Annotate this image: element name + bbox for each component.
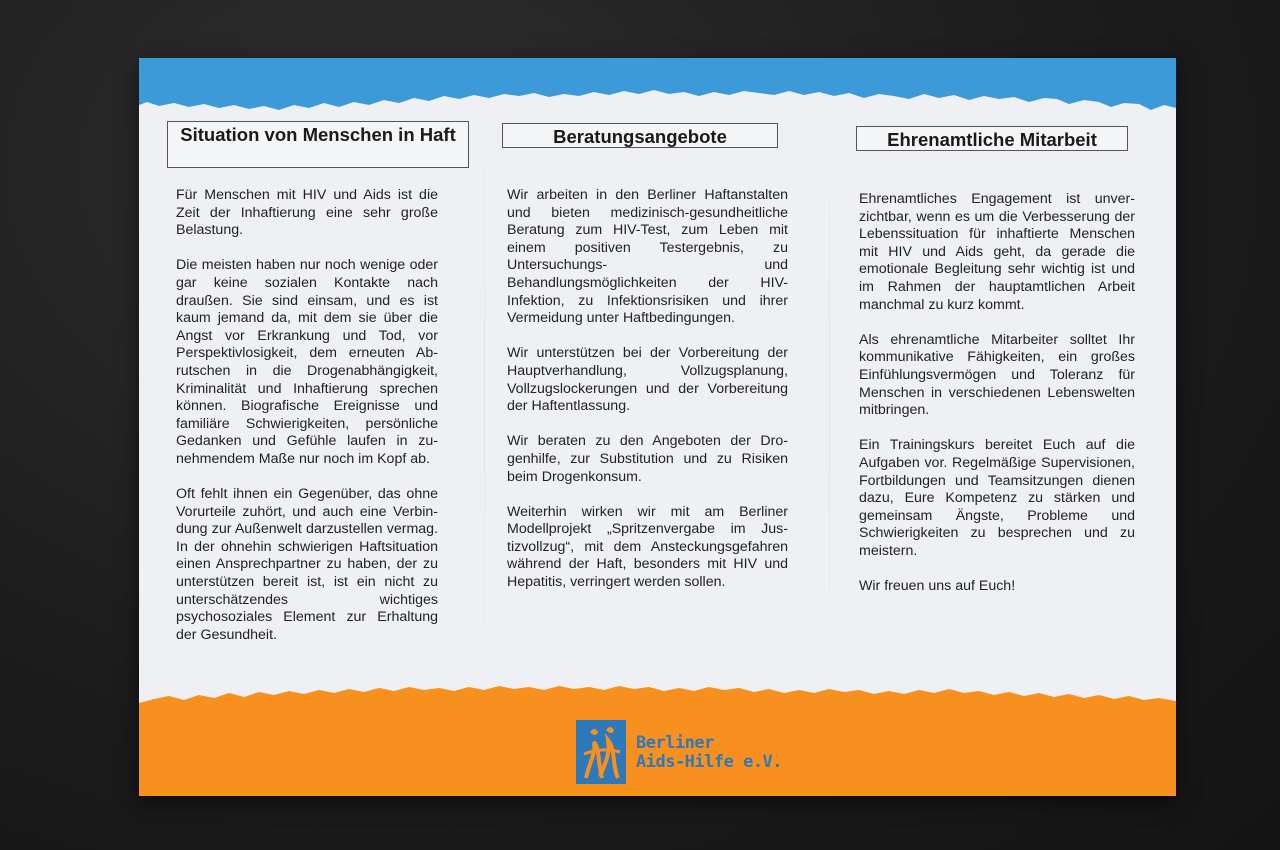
column-situation (176, 187, 438, 662)
blue-top-band (139, 58, 1176, 118)
paragraph: Für Menschen mit HIV und Aids ist die Zeit der Inhaftierung eine sehr große Belastung. (176, 187, 438, 239)
paragraph: Wir unterstützen bei der Vorbereitung der Hauptverhandlung, Vollzugsplanung, Vollzugslockerungen und der Vorbereitung der Haftentlassung. (507, 345, 788, 415)
heading-beratungsangebote: Beratungsangebote (502, 123, 778, 148)
column-ehrenamt (859, 191, 1135, 613)
paragraph: Wir freuen uns auf Euch! (859, 578, 1016, 595)
berliner-aids-hilfe-logo-icon (576, 720, 626, 784)
paragraph: Die meisten haben nur noch wenige oder gar keine sozialen Kontakte nach draußen. Sie sind einsam, und es ist kaum jemand da, mit dem sie über die Angst vor Erkrankung und Tod, vor Perspektivlosigkeit, dem erneuten Abrutschen in die Drogenabhängigkeit, Kriminalität und Inhaftierung sprechen können. Biografische Ereignisse und familiäre Schwierigkeiten, persönliche Gedanken und Gefühle laufen in zunehmendem Maße nur noch im Kopf ab. (176, 257, 438, 467)
paragraph: Als ehrenamtliche Mitarbeiter solltet Ihr kommunikative Fähigkeiten, ein großes Einfühlungsvermögen und Toleranz für Menschen in verschiedenen Lebenswelten mitbringen. (859, 331, 1135, 419)
heading-situation: Situation von Menschen in Haft (167, 121, 469, 168)
paragraph: Weiterhin wirken wir mit am Berliner Modellprojekt „Spritzenvergabe im Justizvollzug“, mit dem Ansteckungsgefahren während der Haft, besonders mit HIV und Hepatitis, verringert werden sollen. (507, 503, 788, 591)
paragraph: Oft fehlt ihnen ein Gegenüber, das ohne Vorurteile zuhört, und auch eine Verbindung zur Außenwelt darzustellen vermag. In der ohnehin schwierigen Haftsituation einen Ansprechpartner zu haben, der zu unterstützen bereit ist, ist ein nicht zu unterschätzendes wichtiges psychosoziales Element zur Erhaltung der Gesundheit. (176, 486, 438, 643)
flyer-page (139, 58, 1176, 796)
paragraph: Ein Trainingskurs bereitet Euch auf die Aufgaben vor. Regelmäßige Supervisionen, Fortbildungen und Teamsitzungen dienen dazu, Eure Kompetenz zu stärken und gemeinsam Ängste, Probleme und Schwierigkeiten zu besprechen und zu meistern. (859, 437, 1135, 559)
paragraph: Ehrenamtliches Engagement ist unverzichtbar, wenn es um die Verbesserung der Lebenssituation für inhaftierte Menschen mit HIV und Aids geht, da gerade die emotionale Begleitung sehr wichtig ist und im Rahmen der hauptamtlichen Arbeit manchmal zu kurz kommt. (859, 191, 1135, 313)
paragraph: Wir beraten zu den Angeboten der Drogenhilfe, zur Substitution und zu Risiken beim Drogenkonsum. (507, 433, 788, 485)
heading-ehrenamtliche: Ehrenamtliche Mitarbeit (856, 126, 1128, 151)
paragraph: Wir arbeiten in den Berliner Haftanstalten und bieten medizinisch-gesundheitliche Beratung zum HIV-Test, zum Leben mit einem positiven Testergebnis, zu Untersuchungs- und Behandlungsmöglichkeiten der HIV-Infektion, zu Infektionsrisiken und ihrer Vermeidung unter Haftbedingungen. (507, 187, 788, 327)
fold-line-left (484, 98, 485, 698)
fold-line-right (829, 98, 830, 698)
logo-line-1: Berliner (636, 733, 714, 753)
logo-line-2: Aids-Hilfe e.V. (636, 752, 783, 772)
column-beratung (507, 187, 788, 609)
berliner-aids-hilfe-logo (576, 720, 783, 784)
logo-wordmark (636, 734, 782, 772)
